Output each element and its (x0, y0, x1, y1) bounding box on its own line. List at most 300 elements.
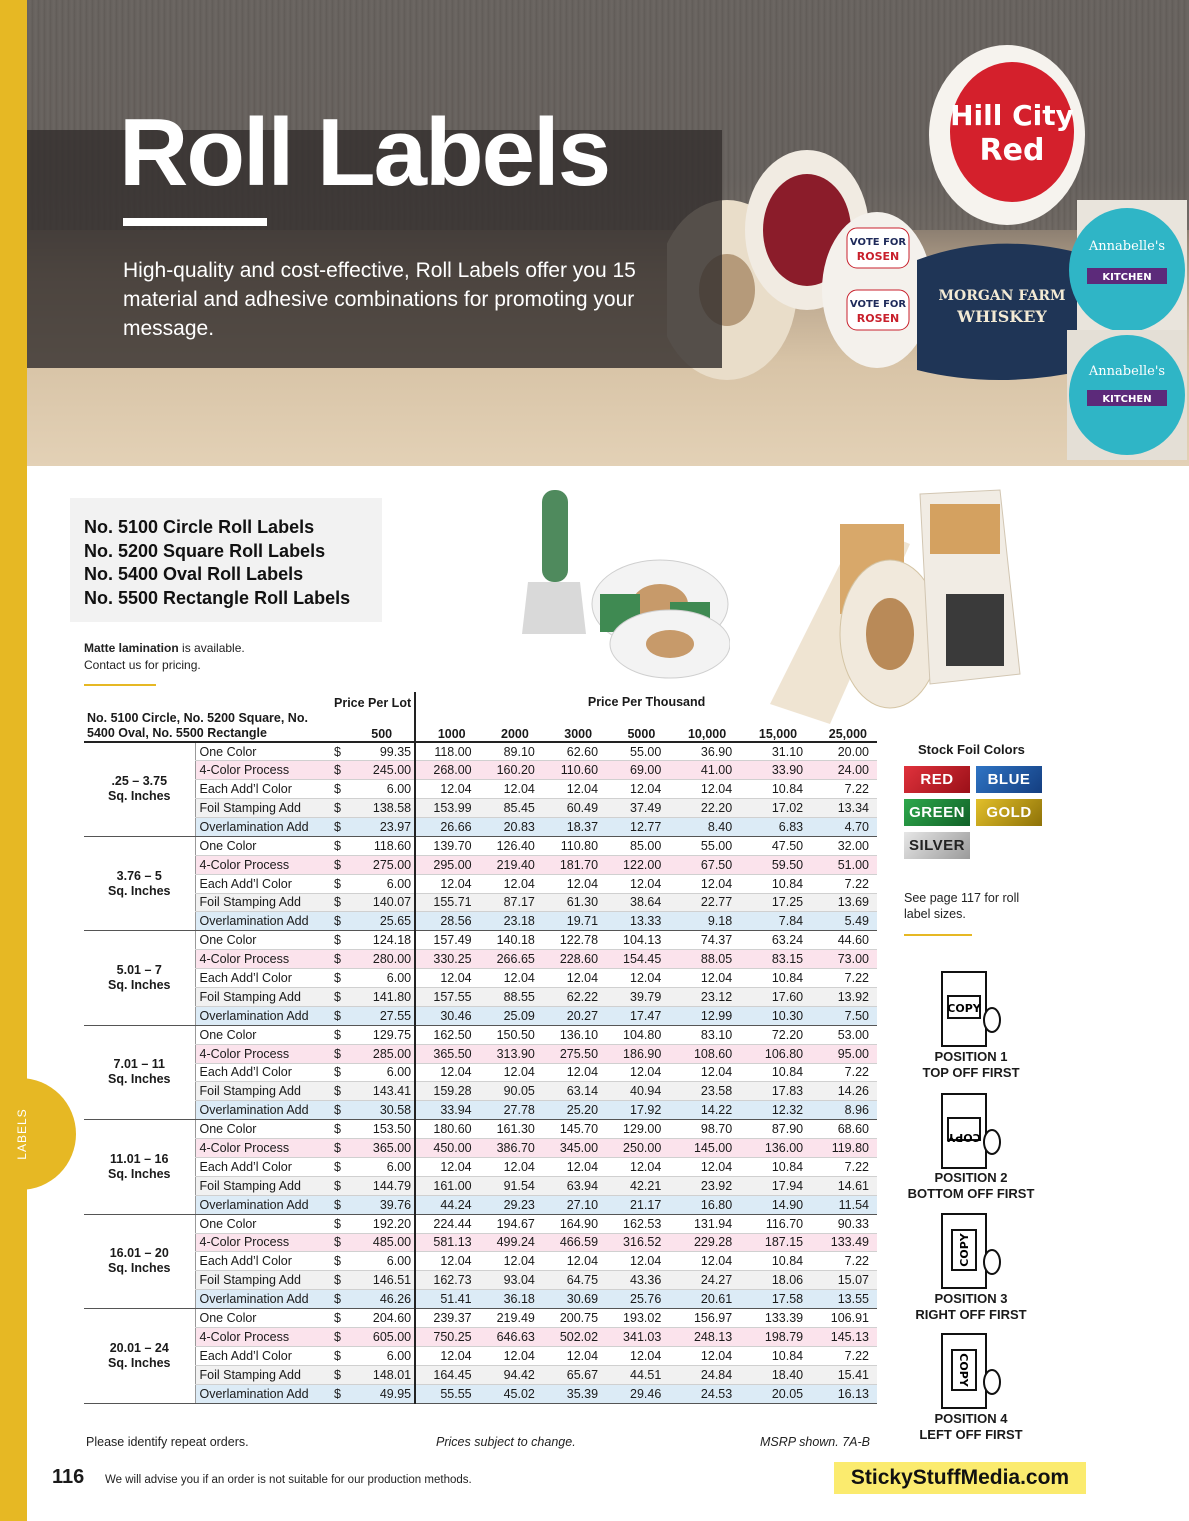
foil-red: RED (904, 766, 970, 793)
price-per-thousand: 12.04 (415, 1063, 480, 1082)
price-per-thousand: 13.92 (811, 987, 877, 1006)
price-per-thousand: 12.04 (606, 1252, 669, 1271)
price-per-thousand: 55.00 (606, 742, 669, 761)
price-per-lot: 204.60 (372, 1311, 412, 1326)
row-label: Foil Stamping Add (195, 1365, 331, 1384)
price-per-thousand: 12.04 (480, 969, 543, 988)
price-per-thousand: 228.60 (543, 950, 606, 969)
price-per-thousand: 161.00 (415, 1176, 480, 1195)
brand-url[interactable]: StickyStuffMedia.com (834, 1462, 1086, 1494)
price-per-thousand: 16.80 (669, 1195, 740, 1214)
price-per-thousand: 7.22 (811, 874, 877, 893)
page-title: Roll Labels (119, 99, 610, 206)
price-per-thousand: 20.00 (811, 742, 877, 761)
price-per-thousand: 7.22 (811, 1346, 877, 1365)
price-per-thousand: 119.80 (811, 1139, 877, 1158)
price-per-lot-cell (331, 1346, 415, 1365)
dollar-sign: $ (334, 1122, 341, 1137)
row-label: 4-Color Process (195, 1139, 331, 1158)
price-per-thousand: 133.39 (740, 1309, 811, 1328)
section-tab (0, 1078, 76, 1190)
price-per-thousand: 35.39 (543, 1384, 606, 1403)
roll-sizes-reference: See page 117 for roll label sizes. (904, 891, 1020, 921)
price-per-thousand: 313.90 (480, 1044, 543, 1063)
price-per-thousand: 22.20 (669, 799, 740, 818)
price-per-thousand: 26.66 (415, 817, 480, 836)
price-per-thousand: 95.00 (811, 1044, 877, 1063)
price-per-thousand: 9.18 (669, 912, 740, 931)
price-per-thousand: 12.04 (415, 969, 480, 988)
price-per-thousand: 73.00 (811, 950, 877, 969)
position-2-desc: BOTTOM OFF FIRST (907, 1186, 1035, 1201)
dollar-sign: $ (334, 1027, 341, 1042)
price-per-thousand: 20.05 (740, 1384, 811, 1403)
row-label: Each Add’l Color (195, 780, 331, 799)
price-per-thousand: 139.70 (415, 836, 480, 855)
row-label: Each Add’l Color (195, 1157, 331, 1176)
price-per-lot: 49.95 (379, 1386, 412, 1401)
price-per-thousand: 17.02 (740, 799, 811, 818)
price-per-thousand: 153.99 (415, 799, 480, 818)
photo-label-red: Red (979, 133, 1045, 168)
dollar-sign: $ (334, 895, 341, 910)
price-per-lot-cell (331, 987, 415, 1006)
price-per-thousand: 450.00 (415, 1139, 480, 1158)
matte-note-rest: is available. (178, 641, 245, 655)
product-list-box (70, 498, 382, 622)
header-qty-2000: 2000 (480, 711, 543, 742)
table-row (84, 1346, 877, 1365)
header-price-per-thousand: Price Per Thousand (415, 692, 877, 711)
photo-label-whiskey-line1: MORGAN FARM (938, 288, 1066, 304)
price-per-thousand: 85.00 (606, 836, 669, 855)
price-per-thousand: 110.60 (543, 761, 606, 780)
dollar-sign: $ (334, 1159, 341, 1174)
price-per-thousand: 23.12 (669, 987, 740, 1006)
price-per-thousand: 11.54 (811, 1195, 877, 1214)
price-per-thousand: 268.00 (415, 761, 480, 780)
size-unit: Sq. Inches (107, 1072, 171, 1087)
price-per-thousand: 12.04 (669, 969, 740, 988)
price-per-thousand: 72.20 (740, 1025, 811, 1044)
price-per-thousand: 55.55 (415, 1384, 480, 1403)
price-per-thousand: 25.09 (480, 1006, 543, 1025)
size-unit: Sq. Inches (107, 1166, 171, 1181)
price-per-thousand: 90.05 (480, 1082, 543, 1101)
price-per-thousand: 45.02 (480, 1384, 543, 1403)
page-number: 116 (52, 1466, 85, 1488)
photo-label-annabelle: Annabelle's (1088, 239, 1166, 254)
price-per-lot: 6.00 (386, 1254, 412, 1269)
dollar-sign: $ (334, 1008, 341, 1023)
price-per-lot-cell (331, 1139, 415, 1158)
price-table (84, 692, 877, 1404)
price-per-lot-cell (331, 1157, 415, 1176)
price-per-lot: 46.26 (379, 1292, 412, 1307)
price-per-thousand: 12.04 (480, 1252, 543, 1271)
price-per-lot: 25.65 (379, 914, 412, 929)
dollar-sign: $ (334, 1046, 341, 1061)
price-per-thousand: 85.45 (480, 799, 543, 818)
table-row (84, 1195, 877, 1214)
table-row (84, 742, 877, 761)
price-per-thousand: 12.04 (543, 780, 606, 799)
price-per-thousand: 51.41 (415, 1290, 480, 1309)
price-per-lot-cell (331, 931, 415, 950)
price-per-thousand: 187.15 (740, 1233, 811, 1252)
price-per-thousand: 129.00 (606, 1120, 669, 1139)
price-per-thousand: 24.53 (669, 1384, 740, 1403)
price-per-lot-cell (331, 969, 415, 988)
dollar-sign: $ (334, 1065, 341, 1080)
dollar-sign: $ (334, 1386, 341, 1401)
price-per-thousand: 12.04 (543, 1063, 606, 1082)
production-advisory: We will advise you if an order is not suitable for our production methods. (105, 1474, 472, 1486)
row-label: 4-Color Process (195, 1044, 331, 1063)
table-row (84, 1384, 877, 1403)
row-label: One Color (195, 931, 331, 950)
price-per-thousand: 10.84 (740, 874, 811, 893)
dollar-sign: $ (334, 1235, 341, 1250)
price-per-thousand: 90.33 (811, 1214, 877, 1233)
price-per-thousand: 17.25 (740, 893, 811, 912)
row-label: Each Add’l Color (195, 969, 331, 988)
price-per-lot-cell (331, 1025, 415, 1044)
price-per-thousand: 29.46 (606, 1384, 669, 1403)
price-per-thousand: 193.02 (606, 1309, 669, 1328)
price-per-thousand: 330.25 (415, 950, 480, 969)
price-per-lot-cell (331, 1082, 415, 1101)
price-per-thousand: 36.18 (480, 1290, 543, 1309)
price-per-thousand: 20.61 (669, 1290, 740, 1309)
price-per-thousand: 466.59 (543, 1233, 606, 1252)
price-per-thousand: 180.60 (415, 1120, 480, 1139)
price-per-thousand: 17.58 (740, 1290, 811, 1309)
price-per-thousand: 94.42 (480, 1365, 543, 1384)
price-per-thousand: 16.13 (811, 1384, 877, 1403)
hero-tagline: High-quality and cost-effective, Roll Labels offer you 15 material and adhesive combinations for promoting your message. (123, 259, 636, 340)
price-per-thousand: 41.00 (669, 761, 740, 780)
price-per-thousand: 88.55 (480, 987, 543, 1006)
price-per-lot-cell (331, 893, 415, 912)
dollar-sign: $ (334, 876, 341, 891)
price-per-thousand: 87.90 (740, 1120, 811, 1139)
price-per-thousand: 21.17 (606, 1195, 669, 1214)
header-qty-5000: 5000 (606, 711, 669, 742)
header-qty-15000: 15,000 (740, 711, 811, 742)
table-row (84, 1082, 877, 1101)
icon-copy-1: COPY (947, 1002, 981, 1015)
foil-gold: GOLD (976, 799, 1042, 826)
price-per-thousand: 316.52 (606, 1233, 669, 1252)
size-range-cell (84, 931, 195, 1025)
price-per-thousand: 162.53 (606, 1214, 669, 1233)
price-per-thousand: 63.14 (543, 1082, 606, 1101)
price-per-thousand: 12.04 (606, 1063, 669, 1082)
price-per-thousand: 17.83 (740, 1082, 811, 1101)
price-per-thousand: 31.10 (740, 742, 811, 761)
price-per-thousand: 19.71 (543, 912, 606, 931)
photo-label-kitchen-2: KITCHEN (1102, 394, 1152, 405)
price-per-thousand: 37.49 (606, 799, 669, 818)
table-row (84, 1309, 877, 1328)
price-per-thousand: 140.18 (480, 931, 543, 950)
price-per-thousand: 89.10 (480, 742, 543, 761)
price-per-thousand: 18.06 (740, 1271, 811, 1290)
row-label: Foil Stamping Add (195, 1271, 331, 1290)
price-per-lot: 280.00 (372, 952, 412, 967)
price-per-thousand: 10.84 (740, 1063, 811, 1082)
price-per-thousand: 12.04 (606, 1346, 669, 1365)
product-photo-tea-box (750, 484, 1050, 724)
price-per-lot: 39.76 (379, 1197, 412, 1212)
price-per-lot-cell (331, 780, 415, 799)
table-row (84, 1006, 877, 1025)
msrp-note: MSRP shown. 7A-B (760, 1435, 870, 1449)
price-per-thousand: 194.67 (480, 1214, 543, 1233)
row-label: Overlamination Add (195, 1195, 331, 1214)
price-per-thousand: 10.84 (740, 1346, 811, 1365)
price-per-thousand: 12.04 (669, 1346, 740, 1365)
dollar-sign: $ (334, 1367, 341, 1382)
row-label: Overlamination Add (195, 912, 331, 931)
price-per-thousand: 266.65 (480, 950, 543, 969)
dollar-sign: $ (334, 1084, 341, 1099)
price-per-thousand: 14.61 (811, 1176, 877, 1195)
header-qty-10000: 10,000 (669, 711, 740, 742)
table-row (84, 987, 877, 1006)
size-unit: Sq. Inches (107, 978, 171, 993)
dollar-sign: $ (334, 1254, 341, 1269)
table-header-columns (84, 711, 877, 742)
price-per-thousand: 62.60 (543, 742, 606, 761)
product-line-5400: No. 5400 Oval Roll Labels (84, 564, 304, 584)
table-row (84, 1025, 877, 1044)
price-per-thousand: 12.04 (415, 1346, 480, 1365)
price-per-thousand: 145.13 (811, 1328, 877, 1347)
price-per-thousand: 17.47 (606, 1006, 669, 1025)
price-per-thousand: 33.94 (415, 1101, 480, 1120)
price-per-thousand: 74.37 (669, 931, 740, 950)
price-per-thousand: 118.00 (415, 742, 480, 761)
row-label: Each Add’l Color (195, 874, 331, 893)
table-row (84, 817, 877, 836)
size-range: 20.01 – 24 (109, 1340, 169, 1355)
table-row (84, 1252, 877, 1271)
price-per-lot-cell (331, 799, 415, 818)
price-per-thousand: 162.73 (415, 1271, 480, 1290)
price-per-thousand: 341.03 (606, 1328, 669, 1347)
size-unit: Sq. Inches (107, 883, 171, 898)
foil-blue: BLUE (976, 766, 1042, 793)
price-per-lot: 6.00 (386, 971, 412, 986)
price-per-thousand: 13.55 (811, 1290, 877, 1309)
price-per-thousand: 12.99 (669, 1006, 740, 1025)
price-per-thousand: 8.96 (811, 1101, 877, 1120)
size-range: .25 – 3.75 (111, 774, 168, 789)
row-label: Foil Stamping Add (195, 1176, 331, 1195)
price-per-thousand: 39.79 (606, 987, 669, 1006)
price-per-thousand: 32.00 (811, 836, 877, 855)
position-2-title: POSITION 2 (934, 1170, 1008, 1185)
price-per-thousand: 18.40 (740, 1365, 811, 1384)
table-row (84, 1214, 877, 1233)
price-per-thousand: 53.00 (811, 1025, 877, 1044)
price-per-lot-cell (331, 1195, 415, 1214)
price-per-thousand: 7.50 (811, 1006, 877, 1025)
price-per-thousand: 275.50 (543, 1044, 606, 1063)
price-per-thousand: 131.94 (669, 1214, 740, 1233)
price-per-lot-cell (331, 817, 415, 836)
dollar-sign: $ (334, 819, 341, 834)
photo-label-whiskey-line2: WHISKEY (957, 307, 1047, 326)
foil-green: GREEN (904, 799, 970, 826)
price-per-thousand: 98.70 (669, 1120, 740, 1139)
price-per-thousand: 24.00 (811, 761, 877, 780)
price-per-thousand: 224.44 (415, 1214, 480, 1233)
price-per-thousand: 30.69 (543, 1290, 606, 1309)
price-per-thousand: 23.58 (669, 1082, 740, 1101)
price-per-thousand: 63.24 (740, 931, 811, 950)
position-4-label (905, 1411, 1037, 1443)
price-per-thousand: 12.04 (606, 1157, 669, 1176)
price-per-thousand: 10.84 (740, 1252, 811, 1271)
dollar-sign: $ (334, 857, 341, 872)
section-tab-label: LABELS (15, 1108, 29, 1160)
price-per-thousand: 157.49 (415, 931, 480, 950)
table-row (84, 969, 877, 988)
price-per-thousand: 27.10 (543, 1195, 606, 1214)
dollar-sign: $ (334, 1103, 341, 1118)
price-per-lot-cell (331, 1328, 415, 1347)
price-per-thousand: 581.13 (415, 1233, 480, 1252)
price-per-lot: 148.01 (372, 1367, 412, 1382)
price-per-thousand: 51.00 (811, 855, 877, 874)
price-per-thousand: 106.91 (811, 1309, 877, 1328)
price-change-note: Prices subject to change. (436, 1435, 576, 1449)
price-per-thousand: 12.32 (740, 1101, 811, 1120)
price-per-lot-cell (331, 1063, 415, 1082)
price-per-thousand: 110.80 (543, 836, 606, 855)
row-label: 4-Color Process (195, 855, 331, 874)
header-qty-3000: 3000 (543, 711, 606, 742)
dollar-sign: $ (334, 1292, 341, 1307)
price-per-lot: 6.00 (386, 876, 412, 891)
dollar-sign: $ (334, 744, 341, 759)
price-per-lot: 6.00 (386, 1159, 412, 1174)
dollar-sign: $ (334, 763, 341, 778)
row-label: Overlamination Add (195, 1384, 331, 1403)
row-label: Overlamination Add (195, 817, 331, 836)
price-per-thousand: 7.22 (811, 1157, 877, 1176)
price-per-thousand: 12.04 (606, 780, 669, 799)
price-per-thousand: 181.70 (543, 855, 606, 874)
price-per-lot-cell (331, 1365, 415, 1384)
table-row (84, 1139, 877, 1158)
price-per-lot: 146.51 (372, 1273, 412, 1288)
price-per-thousand: 87.17 (480, 893, 543, 912)
price-per-thousand: 219.40 (480, 855, 543, 874)
size-range: 7.01 – 11 (113, 1057, 165, 1072)
price-per-thousand: 122.78 (543, 931, 606, 950)
price-per-thousand: 83.10 (669, 1025, 740, 1044)
size-range-cell (84, 1025, 195, 1119)
price-per-lot: 605.00 (372, 1329, 412, 1344)
price-per-thousand: 17.92 (606, 1101, 669, 1120)
price-per-thousand: 136.10 (543, 1025, 606, 1044)
matte-note-rule (84, 684, 156, 686)
price-per-thousand: 122.00 (606, 855, 669, 874)
price-per-thousand: 25.76 (606, 1290, 669, 1309)
price-per-thousand: 248.13 (669, 1328, 740, 1347)
table-row (84, 836, 877, 855)
table-row (84, 1101, 877, 1120)
price-per-thousand: 42.21 (606, 1176, 669, 1195)
price-per-thousand: 164.45 (415, 1365, 480, 1384)
price-per-thousand: 12.04 (606, 969, 669, 988)
price-per-thousand: 145.00 (669, 1139, 740, 1158)
price-per-thousand: 36.90 (669, 742, 740, 761)
size-range-cell (84, 1214, 195, 1308)
price-per-thousand: 20.27 (543, 1006, 606, 1025)
row-label: Overlamination Add (195, 1006, 331, 1025)
price-per-thousand: 6.83 (740, 817, 811, 836)
photo-label-vote2-line2: ROSEN (856, 312, 900, 325)
price-per-thousand: 40.94 (606, 1082, 669, 1101)
price-per-thousand: 12.04 (606, 874, 669, 893)
price-per-thousand: 12.04 (415, 1252, 480, 1271)
position-1-title: POSITION 1 (934, 1049, 1008, 1064)
size-range: 5.01 – 7 (116, 963, 162, 978)
position-1-label (905, 1049, 1037, 1081)
price-per-lot: 245.00 (372, 763, 412, 778)
hero-product-photo (667, 40, 1187, 460)
table-row (84, 1233, 877, 1252)
price-per-lot: 6.00 (386, 1065, 412, 1080)
row-label: Foil Stamping Add (195, 987, 331, 1006)
price-per-thousand: 17.94 (740, 1176, 811, 1195)
price-per-thousand: 12.04 (415, 1157, 480, 1176)
price-per-thousand: 33.90 (740, 761, 811, 780)
position-3-desc: RIGHT OFF FIRST (915, 1307, 1027, 1322)
price-per-thousand: 15.41 (811, 1365, 877, 1384)
price-per-thousand: 12.04 (543, 874, 606, 893)
price-per-thousand: 12.04 (543, 1157, 606, 1176)
table-row (84, 855, 877, 874)
size-unit: Sq. Inches (107, 789, 171, 804)
copy-roll-bottom-icon (938, 1092, 1002, 1172)
row-label: Each Add’l Color (195, 1063, 331, 1082)
row-label: Foil Stamping Add (195, 799, 331, 818)
dollar-sign: $ (334, 1348, 341, 1363)
price-per-thousand: 44.24 (415, 1195, 480, 1214)
price-per-thousand: 18.37 (543, 817, 606, 836)
header-qty-25000: 25,000 (811, 711, 877, 742)
table-header-top (84, 692, 877, 711)
price-per-thousand: 160.20 (480, 761, 543, 780)
photo-label-hill-city: Hill City (950, 99, 1074, 132)
size-unit: Sq. Inches (107, 1355, 171, 1370)
row-label: 4-Color Process (195, 1328, 331, 1347)
price-per-thousand: 295.00 (415, 855, 480, 874)
dollar-sign: $ (334, 989, 341, 1004)
price-per-thousand: 162.50 (415, 1025, 480, 1044)
price-per-thousand: 43.36 (606, 1271, 669, 1290)
title-underline (123, 218, 267, 226)
position-4-desc: LEFT OFF FIRST (919, 1427, 1023, 1442)
copy-roll-right-icon (938, 1212, 1002, 1292)
price-per-thousand: 20.83 (480, 817, 543, 836)
